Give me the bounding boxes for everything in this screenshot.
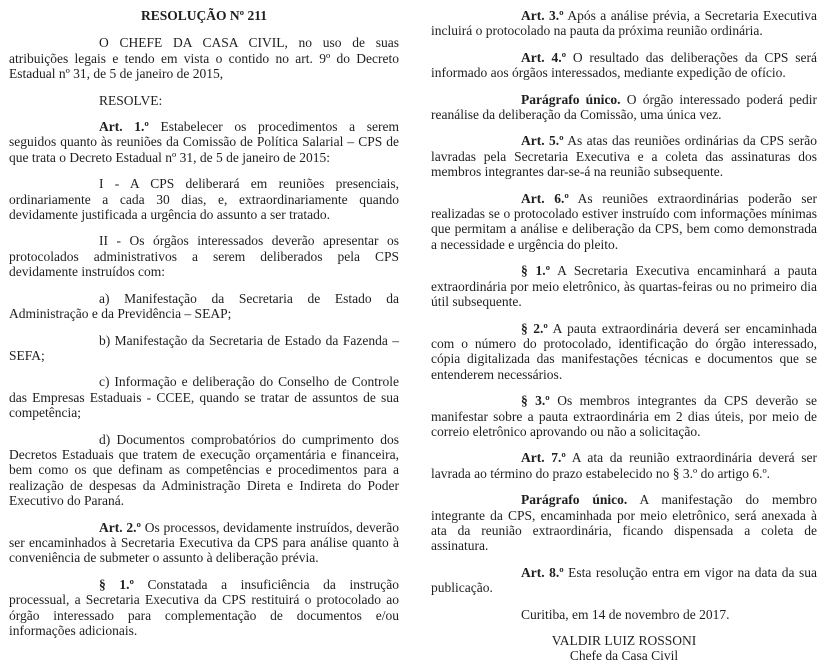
paragraph-lead: Art. 7.º [521,450,566,466]
paragraph-text: Constatada a insuficiência da instrução processual, a Secretaria Executiva da CPS restituirá o protocolado ao órgão interessado para complementação de documentos e/ou informações adicionais. [9,576,399,638]
paragraph-text: A pauta extraordinária deverá ser encaminhada com o número do protocolado, identificação do órgão interessado, cópia digitalizada das manifestações técnicas e documentos que se entenderem necessários. [431,320,817,382]
signature-name: VALDIR LUIZ ROSSONI [551,633,697,648]
paragraph-lead: Parágrafo único. [521,91,621,107]
paragraph-text: As reuniões extraordinárias poderão ser realizadas se o protocolado estiver instruído com informações mínimas que permitam a análise e deliberação da CPS, bem como demonstrada a necessidade e urgência do pleito. [431,190,817,252]
paragraph-item-d [9,432,399,509]
paragraph-art-1 [9,119,399,165]
paragraph-art-6 [431,191,817,253]
paragraph-text: c) Informação e deliberação do Conselho de Controle das Empresas Estaduais - CCEE, quando se tratar de assuntos de sua competência; [9,374,399,421]
paragraph-item-a [9,291,399,322]
signature-role: Chefe da Casa Civil [569,648,679,664]
paragraph-text: O CHEFE DA CASA CIVIL, no uso de suas atribuições legais e tendo em vista o contido no art. 9º do Decreto Estadual nº 31, de 5 de janeiro de 2015, [9,35,399,82]
paragraph-text: Os membros integrantes da CPS deverão se manifestar sobre a pauta extraordinária em 2 dias úteis, por meio de correio eletrônico aprovando ou não a solicitação. [431,393,817,439]
paragraph-text: A ata da reunião extraordinária deverá ser lavrada ao término do prazo estabelecido no § 3.º do artigo 6.º. [431,450,817,481]
paragraph-text: II - Os órgãos interessados deverão apresentar os protocolados administrativos a serem deliberados pela CPS devidamente instruídos com: [9,233,399,280]
paragraph-text: O resultado das deliberações da CPS será informado aos órgãos interessados, mediante expedição de ofício. [431,49,817,81]
paragraph-art-5 [431,133,817,179]
paragraph-art-4 [431,50,817,81]
paragraph-art-6-par-1 [431,263,817,309]
paragraph-text: A Secretaria Executiva encaminhará a pauta extraordinária por meio eletrônico, às quartas-feiras ou no primeiro dia útil subsequente. [431,263,817,310]
paragraph-item-ii [9,233,399,279]
paragraph-lead: Art. 6.º [521,190,569,206]
paragraph-text: As atas das reuniões ordinárias da CPS serão lavradas pela Secretaria Executiva e a coleta das assinaturas dos membros integrantes dar-se-á na reunião subsequente. [431,133,817,180]
paragraph-art-2 [9,520,399,566]
paragraph-text: Após a análise prévia, a Secretaria Executiva incluirá o protocolado na pauta da próxima reunião ordinária. [431,8,817,39]
left-column [9,8,399,664]
paragraph-art-3 [431,8,817,39]
paragraph-text: Curitiba, em 14 de novembro de 2017. [521,606,730,622]
paragraph-lead: Art. 5.º [521,133,564,149]
paragraph-lead: Art. 2.º [99,519,141,535]
paragraph-art-2-par-1 [9,577,399,639]
paragraph-lead: § 1.º [99,576,134,592]
paragraph-lead: § 1.º [521,263,551,279]
paragraph-text: I - A CPS deliberará em reuniões presenciais, ordinariamente a cada 30 dias, e, extraordinariamente quando devidamente justificada a urgência do assunto a ser tratado. [9,176,399,223]
paragraph-lead: Art. 4.º [521,49,567,65]
paragraph-text: Estabelecer os procedimentos a serem seguidos quanto às reuniões da Comissão de Política Salarial – CPS de que trata o Decreto Estadual nº 31, de 5 de janeiro de 2015: [9,119,399,165]
paragraph-item-i [9,176,399,222]
paragraph-art-7 [431,450,817,481]
paragraph-lead: Parágrafo único. [521,492,628,508]
paragraph-art-4-sole [431,92,817,123]
paragraph-text: a) Manifestação da Secretaria de Estado da Administração e da Previdência – SEAP; [9,290,399,322]
paragraph-text: d) Documentos comprobatórios do cumprimento dos Decretos Estaduais que tratem de execução orçamentária e financeira, bem como os que definam as competências e procedimentos para a realização de despesas da Administração Direta e Indireta do Poder Executivo do Paraná. [9,431,399,509]
paragraph-preamble [9,35,399,81]
paragraph-text: b) Manifestação da Secretaria de Estado da Fazenda – SEFA; [9,332,399,363]
paragraph-art-8 [431,565,817,596]
paragraph-lead: Art. 1.º [99,119,149,135]
paragraph-item-c [9,374,399,420]
paragraph-lead: Art. 8.º [521,564,564,580]
paragraph-resolve [9,93,399,108]
paragraph-text: A manifestação do membro integrante da CPS, encaminhada por meio eletrônico, será anexada à ata da reunião extraordinária, ficando dispensada a coleta de assinatura. [431,492,817,554]
paragraph-art-6-par-2 [431,321,817,383]
paragraph-text: Esta resolução entra em vigor na data da sua publicação. [431,564,817,596]
paragraph-art-7-sole [431,492,817,554]
paragraph-lead: Art. 3.º [521,8,564,23]
paragraph-lead: § 2.º [521,320,548,336]
document-title: RESOLUÇÃO Nº 211 [141,8,267,23]
paragraph-text: O órgão interessado poderá pedir reanálise da deliberação da Comissão, uma única vez. [431,91,817,123]
paragraph-item-b [9,333,399,364]
paragraph-text: Os processos, devidamente instruídos, deverão ser encaminhados à Secretaria Executiva da CPS para análise quanto à conveniência de submeter o assunto à deliberação prévia. [9,519,399,566]
paragraph-art-6-par-3 [431,393,817,439]
right-column [431,8,817,664]
paragraph-lead: § 3.º [521,393,550,409]
signature-block [431,633,817,664]
paragraph-text: RESOLVE: [99,92,163,108]
